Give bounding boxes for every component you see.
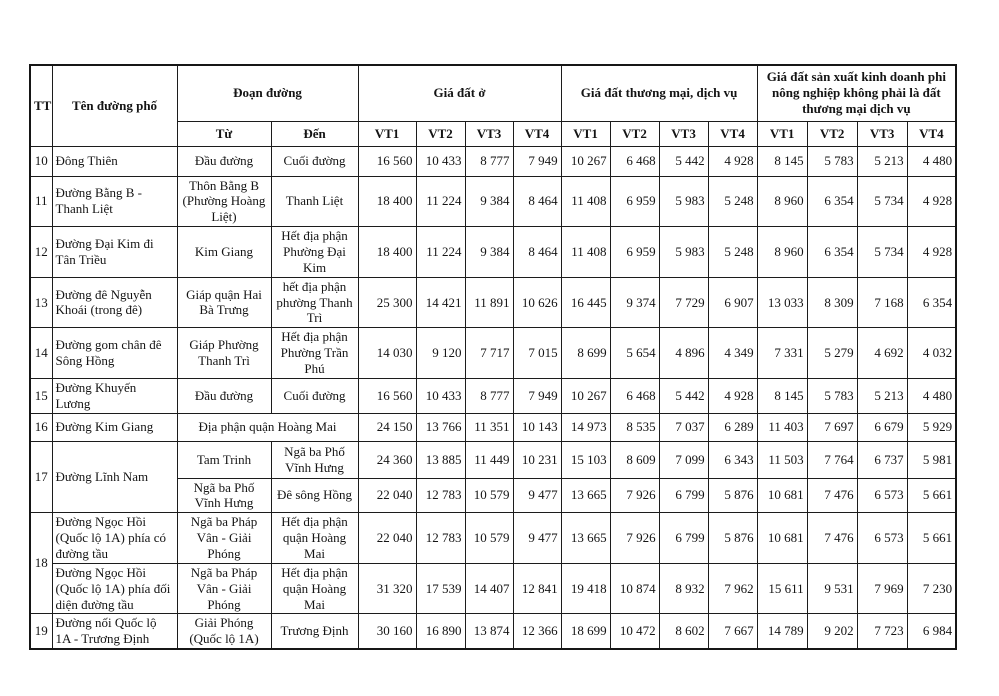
cell-price: 7 230	[907, 563, 956, 614]
cell-price: 5 876	[708, 513, 757, 564]
cell-price: 4 480	[907, 146, 956, 176]
cell-to: Đê sông Hồng	[271, 478, 358, 513]
col-header-vt2: VT2	[416, 121, 465, 146]
cell-price: 22 040	[358, 513, 416, 564]
cell-from: Đầu đường	[177, 146, 271, 176]
cell-price: 11 449	[465, 441, 513, 478]
table-header-row-1	[30, 65, 956, 121]
col-header-vt1: VT1	[561, 121, 610, 146]
cell-street: Đường nối Quốc lộ 1A - Trương Định	[52, 614, 177, 649]
cell-price: 7 168	[857, 277, 907, 328]
cell-street: Đường gom chân đê Sông Hồng	[52, 328, 177, 379]
cell-price: 5 983	[659, 176, 708, 227]
cell-price: 6 959	[610, 227, 659, 278]
table-row	[30, 277, 956, 328]
cell-price: 16 890	[416, 614, 465, 649]
cell-price: 5 213	[857, 378, 907, 413]
cell-price: 7 717	[465, 328, 513, 379]
cell-price: 18 699	[561, 614, 610, 649]
table-row	[30, 614, 956, 649]
cell-price: 10 579	[465, 513, 513, 564]
cell-price: 14 030	[358, 328, 416, 379]
cell-price: 14 407	[465, 563, 513, 614]
col-header-group-production: Giá đất sản xuất kinh doanh phi nông nghiệp không phải là đất thương mại dịch vụ	[757, 65, 956, 121]
cell-price: 5 876	[708, 478, 757, 513]
cell-price: 5 661	[907, 478, 956, 513]
table-row	[30, 146, 956, 176]
cell-price: 6 737	[857, 441, 907, 478]
cell-price: 6 354	[807, 176, 857, 227]
cell-price: 9 374	[610, 277, 659, 328]
table-row	[30, 176, 956, 227]
cell-tt: 18	[30, 513, 52, 614]
cell-price: 13 885	[416, 441, 465, 478]
cell-price: 24 360	[358, 441, 416, 478]
land-price-table	[29, 64, 957, 650]
cell-price: 10 267	[561, 146, 610, 176]
cell-price: 5 783	[807, 378, 857, 413]
cell-price: 10 681	[757, 513, 807, 564]
cell-to: Hết địa phận quận Hoàng Mai	[271, 513, 358, 564]
cell-price: 8 464	[513, 176, 561, 227]
cell-price: 8 960	[757, 176, 807, 227]
cell-price: 5 929	[907, 413, 956, 441]
cell-price: 10 626	[513, 277, 561, 328]
cell-tt: 14	[30, 328, 52, 379]
cell-price: 7 926	[610, 478, 659, 513]
cell-price: 10 143	[513, 413, 561, 441]
cell-price: 9 120	[416, 328, 465, 379]
cell-price: 5 661	[907, 513, 956, 564]
cell-price: 8 309	[807, 277, 857, 328]
cell-from: Ngã ba Phố Vĩnh Hưng	[177, 478, 271, 513]
cell-price: 4 928	[708, 378, 757, 413]
cell-street: Đường Đại Kim đi Tân Triều	[52, 227, 177, 278]
cell-price: 5 734	[857, 176, 907, 227]
cell-to: Hết địa phận quận Hoàng Mai	[271, 563, 358, 614]
cell-price: 8 602	[659, 614, 708, 649]
cell-from: Giáp quận Hai Bà Trưng	[177, 277, 271, 328]
cell-price: 12 366	[513, 614, 561, 649]
cell-street: Đường Khuyến Lương	[52, 378, 177, 413]
cell-price: 5 783	[807, 146, 857, 176]
cell-price: 9 477	[513, 513, 561, 564]
cell-price: 8 145	[757, 146, 807, 176]
cell-price: 4 480	[907, 378, 956, 413]
cell-price: 11 224	[416, 176, 465, 227]
cell-tt: 12	[30, 227, 52, 278]
cell-price: 5 734	[857, 227, 907, 278]
col-header-vt4: VT4	[513, 121, 561, 146]
cell-price: 22 040	[358, 478, 416, 513]
cell-price: 4 928	[907, 227, 956, 278]
cell-price: 4 692	[857, 328, 907, 379]
col-header-vt2: VT2	[807, 121, 857, 146]
col-header-street: Tên đường phố	[52, 65, 177, 146]
cell-price: 13 665	[561, 513, 610, 564]
cell-from: Tam Trinh	[177, 441, 271, 478]
cell-street: Đường Lĩnh Nam	[52, 441, 177, 513]
cell-price: 6 289	[708, 413, 757, 441]
cell-price: 6 354	[807, 227, 857, 278]
col-header-vt3: VT3	[465, 121, 513, 146]
cell-from: Giải Phóng (Quốc lộ 1A)	[177, 614, 271, 649]
cell-price: 11 224	[416, 227, 465, 278]
cell-to: Cuối đường	[271, 378, 358, 413]
cell-price: 6 799	[659, 478, 708, 513]
col-header-from: Từ	[177, 121, 271, 146]
cell-to: Thanh Liệt	[271, 176, 358, 227]
cell-price: 5 279	[807, 328, 857, 379]
cell-price: 11 503	[757, 441, 807, 478]
col-header-to: Đến	[271, 121, 358, 146]
cell-price: 9 202	[807, 614, 857, 649]
cell-price: 14 421	[416, 277, 465, 328]
cell-from: Kim Giang	[177, 227, 271, 278]
cell-to: Hết địa phận Phường Đại Kim	[271, 227, 358, 278]
cell-price: 7 969	[857, 563, 907, 614]
cell-price: 7 667	[708, 614, 757, 649]
cell-tt: 11	[30, 176, 52, 227]
cell-price: 11 403	[757, 413, 807, 441]
cell-price: 5 248	[708, 176, 757, 227]
cell-price: 6 799	[659, 513, 708, 564]
cell-tt: 10	[30, 146, 52, 176]
table-row	[30, 563, 956, 614]
cell-price: 6 679	[857, 413, 907, 441]
cell-price: 11 408	[561, 227, 610, 278]
cell-price: 7 099	[659, 441, 708, 478]
cell-price: 6 907	[708, 277, 757, 328]
table-row	[30, 227, 956, 278]
cell-price: 13 874	[465, 614, 513, 649]
cell-price: 12 783	[416, 513, 465, 564]
cell-price: 8 535	[610, 413, 659, 441]
cell-price: 5 248	[708, 227, 757, 278]
cell-street: Đường Bằng B - Thanh Liệt	[52, 176, 177, 227]
col-header-vt3: VT3	[857, 121, 907, 146]
cell-price: 5 983	[659, 227, 708, 278]
cell-price: 6 573	[857, 478, 907, 513]
cell-price: 12 783	[416, 478, 465, 513]
cell-price: 11 351	[465, 413, 513, 441]
cell-price: 7 962	[708, 563, 757, 614]
col-header-vt1: VT1	[358, 121, 416, 146]
cell-price: 7 729	[659, 277, 708, 328]
cell-price: 16 445	[561, 277, 610, 328]
cell-price: 4 032	[907, 328, 956, 379]
cell-price: 8 609	[610, 441, 659, 478]
cell-tt: 17	[30, 441, 52, 513]
cell-price: 6 343	[708, 441, 757, 478]
cell-price: 11 408	[561, 176, 610, 227]
cell-price: 11 891	[465, 277, 513, 328]
table-row	[30, 413, 956, 441]
cell-price: 7 697	[807, 413, 857, 441]
cell-price: 18 400	[358, 176, 416, 227]
cell-from: Ngã ba Pháp Vân - Giải Phóng	[177, 513, 271, 564]
cell-price: 24 150	[358, 413, 416, 441]
cell-to: Trương Định	[271, 614, 358, 649]
cell-price: 10 433	[416, 378, 465, 413]
table-row	[30, 378, 956, 413]
cell-price: 19 418	[561, 563, 610, 614]
cell-price: 13 033	[757, 277, 807, 328]
cell-tt: 16	[30, 413, 52, 441]
cell-price: 7 331	[757, 328, 807, 379]
cell-from: Giáp Phường Thanh Trì	[177, 328, 271, 379]
cell-price: 8 932	[659, 563, 708, 614]
cell-price: 8 699	[561, 328, 610, 379]
cell-price: 30 160	[358, 614, 416, 649]
col-header-tt: TT	[30, 65, 52, 146]
cell-price: 16 560	[358, 378, 416, 413]
cell-price: 7 949	[513, 146, 561, 176]
cell-price: 8 777	[465, 378, 513, 413]
table-row	[30, 513, 956, 564]
cell-price: 4 349	[708, 328, 757, 379]
cell-price: 16 560	[358, 146, 416, 176]
cell-price: 6 984	[907, 614, 956, 649]
cell-price: 13 766	[416, 413, 465, 441]
cell-street: Đường đê Nguyễn Khoái (trong đê)	[52, 277, 177, 328]
cell-price: 31 320	[358, 563, 416, 614]
col-header-vt3: VT3	[659, 121, 708, 146]
col-header-vt1: VT1	[757, 121, 807, 146]
cell-price: 5 654	[610, 328, 659, 379]
cell-price: 7 037	[659, 413, 708, 441]
cell-price: 6 468	[610, 146, 659, 176]
cell-price: 6 354	[907, 277, 956, 328]
cell-price: 15 611	[757, 563, 807, 614]
cell-price: 13 665	[561, 478, 610, 513]
cell-price: 7 764	[807, 441, 857, 478]
cell-price: 9 384	[465, 176, 513, 227]
cell-street: Đường Ngọc Hồi (Quốc lộ 1A) phía có đường tầu	[52, 513, 177, 564]
cell-price: 9 531	[807, 563, 857, 614]
cell-price: 5 442	[659, 146, 708, 176]
cell-price: 18 400	[358, 227, 416, 278]
cell-price: 7 926	[610, 513, 659, 564]
cell-price: 25 300	[358, 277, 416, 328]
cell-price: 17 539	[416, 563, 465, 614]
cell-to: hết địa phận phường Thanh Trì	[271, 277, 358, 328]
cell-price: 7 476	[807, 513, 857, 564]
col-header-group-commercial: Giá đất thương mại, dịch vụ	[561, 65, 757, 121]
cell-street: Đường Kim Giang	[52, 413, 177, 441]
cell-price: 7 949	[513, 378, 561, 413]
cell-from: Đầu đường	[177, 378, 271, 413]
cell-price: 5 442	[659, 378, 708, 413]
cell-tt: 19	[30, 614, 52, 649]
cell-tt: 15	[30, 378, 52, 413]
cell-price: 10 267	[561, 378, 610, 413]
cell-from-to-merged: Địa phận quận Hoàng Mai	[177, 413, 358, 441]
col-header-vt4: VT4	[708, 121, 757, 146]
table-row	[30, 441, 956, 478]
cell-tt: 13	[30, 277, 52, 328]
cell-price: 15 103	[561, 441, 610, 478]
cell-street: Đường Ngọc Hồi (Quốc lộ 1A) phía đối diện đường tầu	[52, 563, 177, 614]
cell-price: 8 960	[757, 227, 807, 278]
cell-price: 9 477	[513, 478, 561, 513]
cell-price: 9 384	[465, 227, 513, 278]
cell-price: 10 874	[610, 563, 659, 614]
cell-price: 7 476	[807, 478, 857, 513]
cell-to: Hết địa phận Phường Trần Phú	[271, 328, 358, 379]
cell-price: 14 973	[561, 413, 610, 441]
cell-from: Thôn Bằng B (Phường Hoàng Liệt)	[177, 176, 271, 227]
cell-price: 7 723	[857, 614, 907, 649]
cell-to: Cuối đường	[271, 146, 358, 176]
cell-street: Đông Thiên	[52, 146, 177, 176]
cell-price: 4 896	[659, 328, 708, 379]
cell-price: 8 777	[465, 146, 513, 176]
cell-price: 8 464	[513, 227, 561, 278]
cell-price: 10 433	[416, 146, 465, 176]
col-header-group-residential: Giá đất ở	[358, 65, 561, 121]
cell-price: 5 213	[857, 146, 907, 176]
col-header-segment: Đoạn đường	[177, 65, 358, 121]
cell-price: 6 468	[610, 378, 659, 413]
cell-price: 10 681	[757, 478, 807, 513]
cell-from: Ngã ba Pháp Vân - Giải Phóng	[177, 563, 271, 614]
cell-price: 7 015	[513, 328, 561, 379]
col-header-vt4: VT4	[907, 121, 956, 146]
cell-price: 4 928	[708, 146, 757, 176]
cell-price: 5 981	[907, 441, 956, 478]
cell-price: 10 472	[610, 614, 659, 649]
cell-price: 10 579	[465, 478, 513, 513]
cell-price: 14 789	[757, 614, 807, 649]
cell-price: 8 145	[757, 378, 807, 413]
cell-price: 6 573	[857, 513, 907, 564]
col-header-vt2: VT2	[610, 121, 659, 146]
cell-to: Ngã ba Phố Vĩnh Hưng	[271, 441, 358, 478]
table-row	[30, 328, 956, 379]
cell-price: 4 928	[907, 176, 956, 227]
cell-price: 6 959	[610, 176, 659, 227]
cell-price: 12 841	[513, 563, 561, 614]
cell-price: 10 231	[513, 441, 561, 478]
